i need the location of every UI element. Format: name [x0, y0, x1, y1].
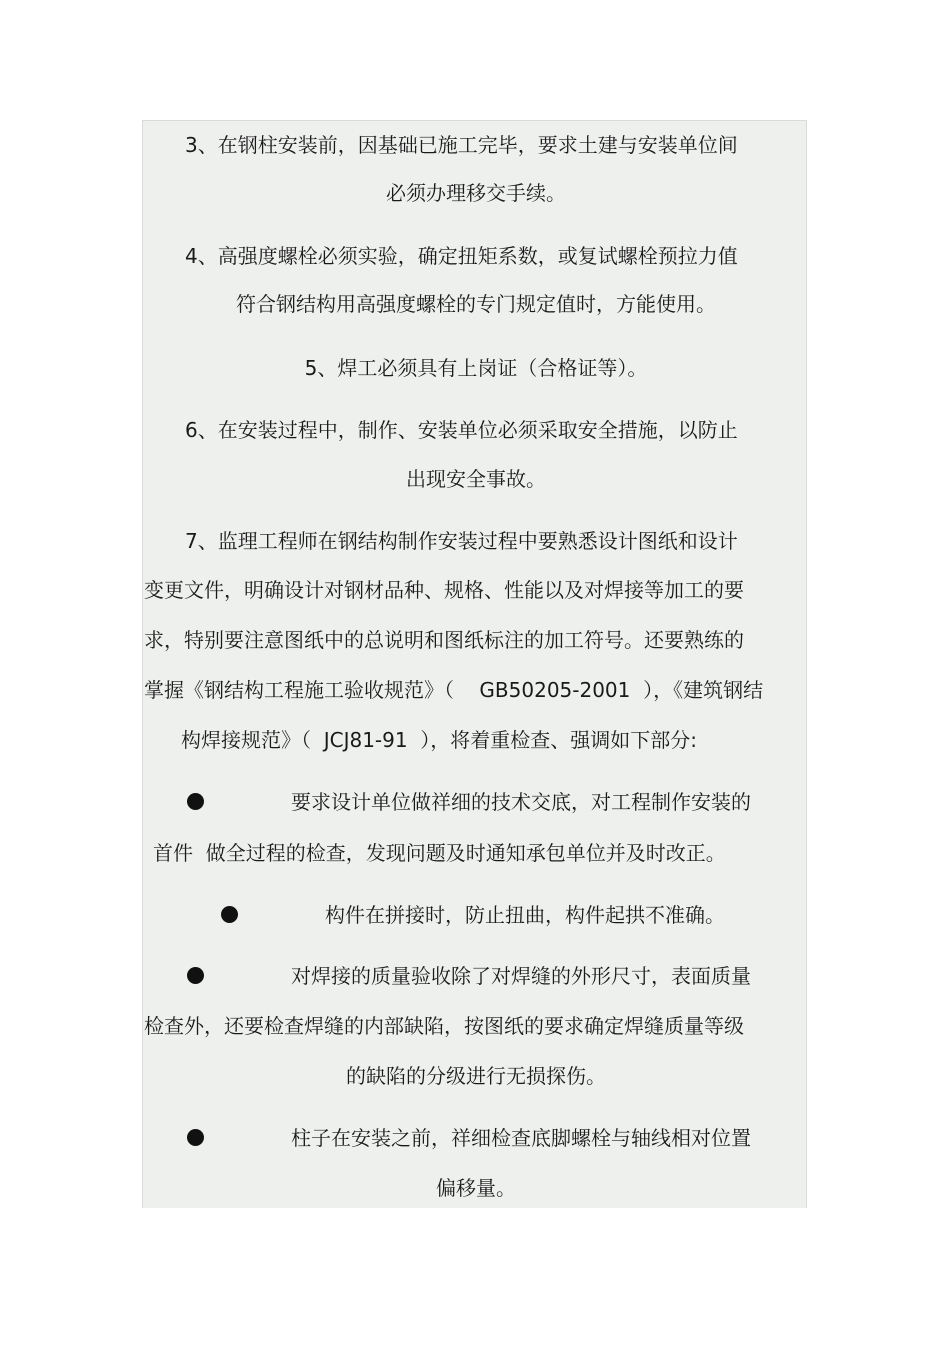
item-4-line-1: 4、高强度螺栓必须实验，确定扭矩系数，或复试螺栓预拉力值 [185, 244, 738, 268]
item-7-line-4: 掌握《钢结构工程施工验收规范》（ GB50205-2001 ），《建筑钢结 [144, 678, 764, 702]
document-panel [142, 120, 807, 1208]
item-7-line-2: 变更文件，明确设计对钢材品种、规格、性能以及对焊接等加工的要 [144, 578, 744, 602]
bullet-dot-icon [187, 967, 204, 984]
bullet-1-line-2: 首件 做全过程的检查，发现问题及时通知承包单位并及时改正。 [153, 841, 726, 865]
item-6-line-2: 出现安全事故。 [406, 467, 546, 491]
item-6-line-1: 6、在安装过程中，制作、安装单位必须采取安全措施，以防止 [185, 418, 738, 442]
item-3-line-2: 必须办理移交手续。 [386, 181, 566, 205]
item-7-line-1: 7、监理工程师在钢结构制作安装过程中要熟悉设计图纸和设计 [185, 529, 738, 553]
item-7-line-3: 求，特别要注意图纸中的总说明和图纸标注的加工符号。还要熟练的 [144, 628, 744, 652]
item-4-line-2: 符合钢结构用高强度螺栓的专门规定值时，方能使用。 [236, 292, 716, 316]
bullet-dot-icon [187, 793, 204, 810]
bullet-4-line-1: 柱子在安装之前，祥细检查底脚螺栓与轴线相对位置 [291, 1126, 751, 1150]
item-3-line-1: 3、在钢柱安装前，因基础已施工完毕，要求土建与安装单位间 [185, 133, 738, 157]
bullet-3-line-2: 检查外，还要检查焊缝的内部缺陷，按图纸的要求确定焊缝质量等级 [144, 1014, 744, 1038]
bullet-dot-icon [221, 906, 238, 923]
bullet-3-line-1: 对焊接的质量验收除了对焊缝的外形尺寸，表面质量 [291, 964, 751, 988]
bullet-dot-icon [187, 1129, 204, 1146]
bullet-4-line-2: 偏移量。 [436, 1176, 516, 1200]
bullet-1-line-1: 要求设计单位做祥细的技术交底，对工程制作安装的 [291, 790, 751, 814]
item-5-line-1: 5、焊工必须具有上岗证（合格证等）。 [304, 356, 648, 380]
bullet-2-line-1: 构件在拼接时，防止扭曲，构件起拱不准确。 [325, 903, 725, 927]
item-7-line-5: 构焊接规范》（ JCJ81-91 ），将着重检查、强调如下部分: [181, 728, 698, 752]
bullet-3-line-3: 的缺陷的分级进行无损探伤。 [346, 1064, 606, 1088]
